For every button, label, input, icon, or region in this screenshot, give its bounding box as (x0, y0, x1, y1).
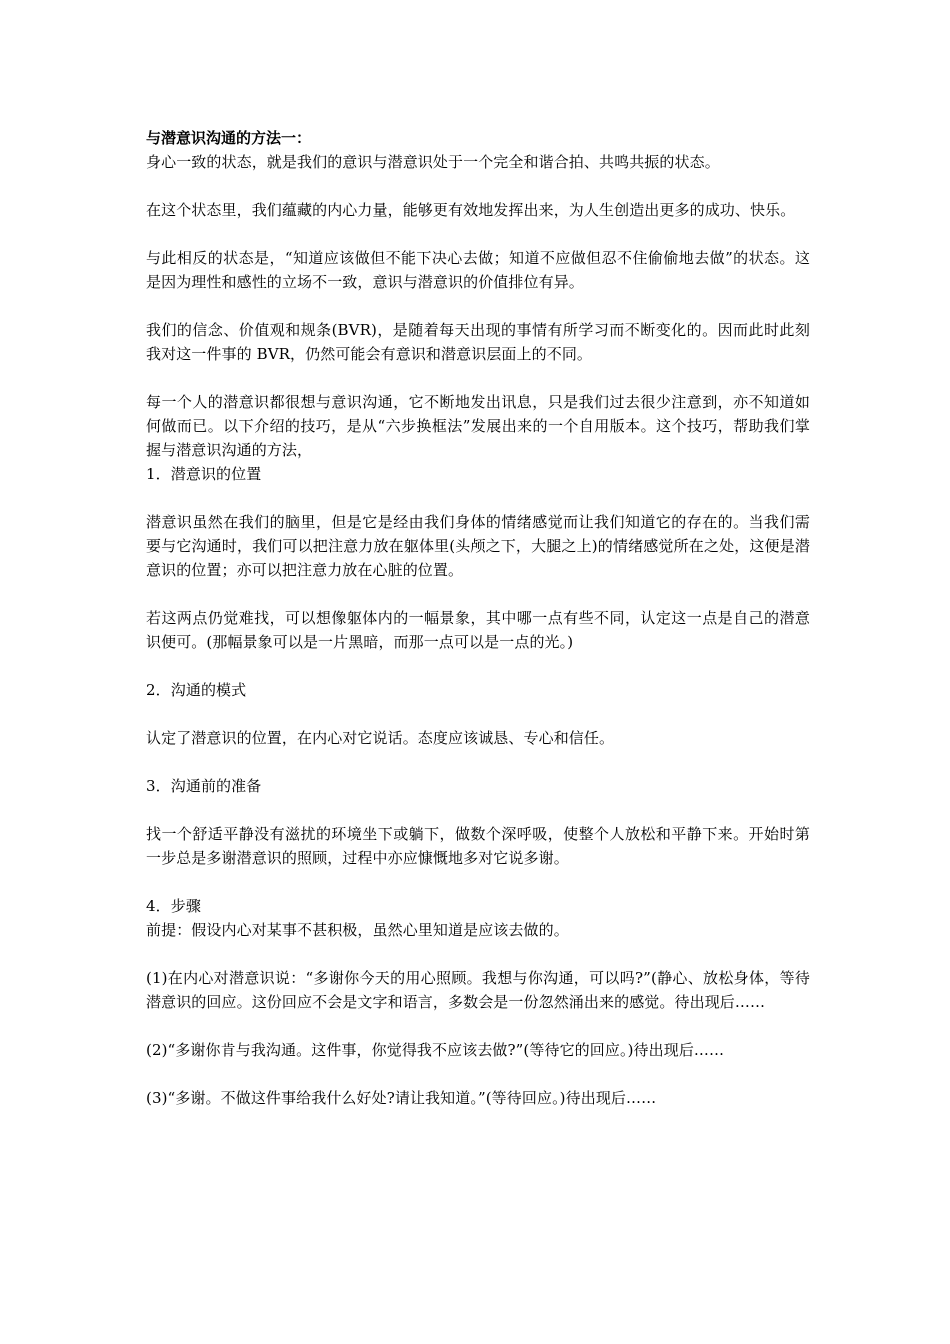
spacer (146, 486, 810, 510)
spacer (146, 870, 810, 894)
spacer (146, 294, 810, 318)
paragraph: 我们的信念、价值观和规条(BVR)，是随着每天出现的事情有所学习而不断变化的。因而此时此刻我对这一件事的 BVR，仍然可能会有意识和潜意识层面上的不同。 (146, 321, 810, 363)
spacer (146, 582, 810, 606)
section-heading: 2．沟通的模式 (146, 681, 247, 699)
paragraph: (3)“多谢。不做这件事给我什么好处?请让我知道。”(等待回应。)待出现后…… (146, 1089, 657, 1107)
spacer (146, 174, 810, 198)
spacer (146, 654, 810, 678)
spacer (146, 750, 810, 774)
paragraph: 前提：假设内心对某事不甚积极，虽然心里知道是应该去做的。 (146, 921, 569, 939)
spacer (146, 798, 810, 822)
paragraph: 找一个舒适平静没有滋扰的环境坐下或躺下，做数个深呼吸，使整个人放松和平静下来。开始时第一步总是多谢潜意识的照顾，过程中亦应慷慨地多对它说多谢。 (146, 825, 810, 867)
paragraph: 潜意识虽然在我们的脑里，但是它是经由我们身体的情绪感觉而让我们知道它的存在的。当我们需要与它沟通时，我们可以把注意力放在躯体里(头颅之下，大腿之上)的情绪感觉所在之处，这便是潜意识的位置；亦可以把注意力放在心脏的位置。 (146, 513, 810, 579)
spacer (146, 702, 810, 726)
paragraph: 在这个状态里，我们蕴藏的内心力量，能够更有效地发挥出来，为人生创造出更多的成功、快乐。 (146, 201, 796, 219)
paragraph: 与此相反的状态是，“知道应该做但不能下决心去做；知道不应做但忍不住偷偷地去做”的状态。这是因为理性和感性的立场不一致，意识与潜意识的价值排位有异。 (146, 249, 810, 291)
spacer (146, 1062, 810, 1086)
paragraph: 身心一致的状态，就是我们的意识与潜意识处于一个完全和谐合拍、共鸣共振的状态。 (146, 153, 720, 171)
spacer (146, 366, 810, 390)
spacer (146, 222, 810, 246)
spacer (146, 942, 810, 966)
section-heading: 3．沟通前的准备 (146, 777, 262, 795)
paragraph: (1)在内心对潜意识说：“多谢你今天的用心照顾。我想与你沟通，可以吗?”(静心、放松身体，等待潜意识的回应。这份回应不会是文字和语言，多数会是一份忽然涌出来的感觉。待出现后…… (146, 969, 810, 1011)
section-heading: 1．潜意识的位置 (146, 465, 262, 483)
paragraph: 认定了潜意识的位置，在内心对它说话。态度应该诚恳、专心和信任。 (146, 729, 615, 747)
document-body (146, 126, 810, 1110)
paragraph: (2)“多谢你肯与我沟通。这件事，你觉得我不应该去做?”(等待它的回应。)待出现后…… (146, 1041, 725, 1059)
document-title: 与潜意识沟通的方法一： (146, 129, 312, 147)
section-heading: 4．步骤 (146, 897, 201, 915)
paragraph: 若这两点仍觉难找，可以想像躯体内的一幅景象，其中哪一点有些不同，认定这一点是自己的潜意识便可。(那幅景象可以是一片黑暗，而那一点可以是一点的光。) (146, 609, 810, 651)
spacer (146, 1014, 810, 1038)
paragraph: 每一个人的潜意识都很想与意识沟通，它不断地发出讯息，只是我们过去很少注意到，亦不知道如何做而已。以下介绍的技巧，是从“六步换框法”发展出来的一个自用版本。这个技巧，帮助我们掌握与潜意识沟通的方法， (146, 393, 810, 459)
